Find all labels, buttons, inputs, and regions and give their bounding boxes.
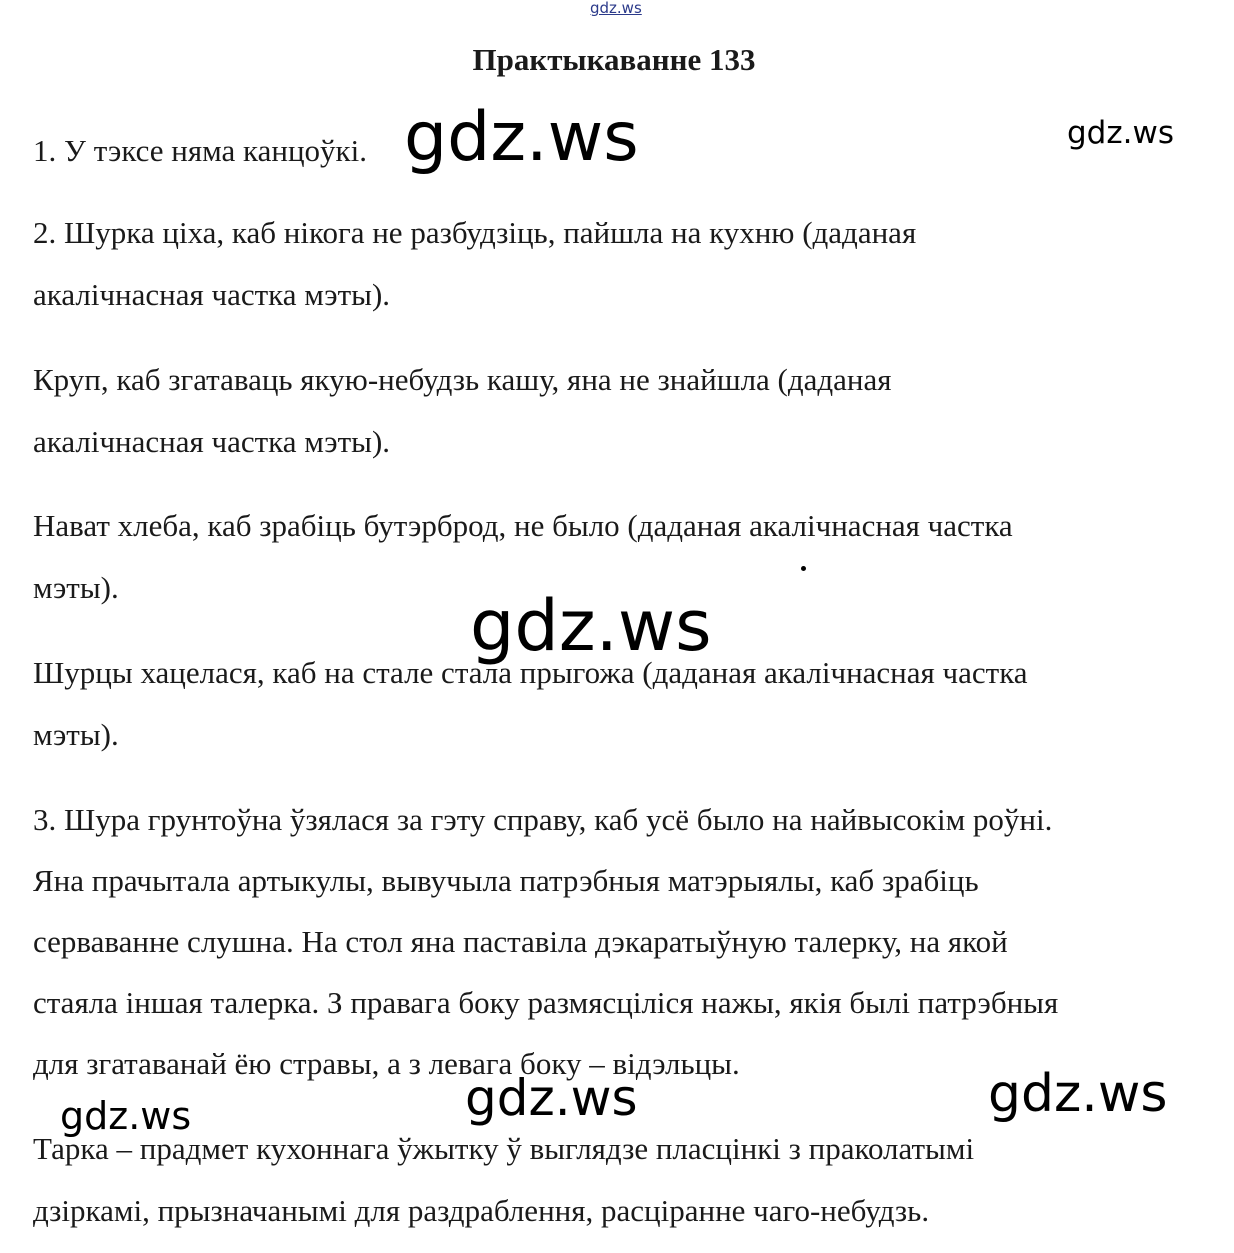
paragraph-line: для згатаванай ёю стравы, а з левага боку – відэльцы.	[33, 1046, 740, 1081]
paragraph-6	[33, 789, 1218, 1094]
watermark-top-link[interactable]: gdz.ws	[590, 0, 642, 17]
paragraph-line: акалічнасная частка мэты).	[33, 424, 391, 459]
watermark-right: gdz.ws	[1067, 115, 1174, 151]
paragraph-line: акалічнасная частка мэты).	[33, 277, 391, 312]
paragraph-line: Яна прачытала артыкулы, вывучыла патрэбныя матэрыялы, каб зрабіць	[33, 863, 979, 898]
watermark-bottom-middle: gdz.ws	[465, 1069, 638, 1127]
watermark-bottom-right: gdz.ws	[988, 1064, 1168, 1124]
watermark-large: gdz.ws	[404, 98, 639, 177]
paragraph-line: серваванне слушна. На стол яна паставіла дэкаратыўную талерку, на якой	[33, 924, 1008, 959]
paragraph-line: 2. Шурка ціха, каб нікога не разбудзіць, пайшла на кухню (даданая	[33, 215, 917, 250]
paragraph-line: стаяла іншая талерка. З правага боку размясціліся нажы, якія былі патрэбныя	[33, 985, 1059, 1020]
paragraph-2	[33, 202, 1218, 326]
paragraph-line: 1. У тэксе няма канцоўкі.	[33, 133, 367, 168]
stray-dot	[801, 566, 806, 571]
paragraph-3	[33, 349, 1218, 473]
paragraph-line: Тарка – прадмет кухоннага ўжытку ў выглядзе пласцінкі з праколатымі	[33, 1131, 975, 1166]
paragraph-line: Круп, каб згатаваць якую-небудзь кашу, яна не знайшла (даданая	[33, 362, 892, 397]
paragraph-line: мэты).	[33, 717, 119, 752]
paragraph-line: 3. Шура грунтоўна ўзялася за гэту справу, каб усё было на найвысокім роўні.	[33, 802, 1053, 837]
paragraph-line: мэты).	[33, 570, 119, 605]
paragraph-7	[33, 1118, 1218, 1242]
page-title: Практыкаванне 133	[472, 42, 756, 77]
watermark-bottom-left: gdz.ws	[60, 1094, 192, 1138]
watermark-middle: gdz.ws	[470, 585, 712, 667]
paragraph-line: дзіркамі, прызначанымі для раздраблення, расціранне чаго-небудзь.	[33, 1193, 930, 1228]
paragraph-line: Нават хлеба, каб зрабіць бутэрброд, не было (даданая акалічнасная частка	[33, 508, 1013, 543]
paragraph-line: Шурцы хацелася, каб на стале стала прыгожа (даданая акалічнасная частка	[33, 655, 1028, 690]
